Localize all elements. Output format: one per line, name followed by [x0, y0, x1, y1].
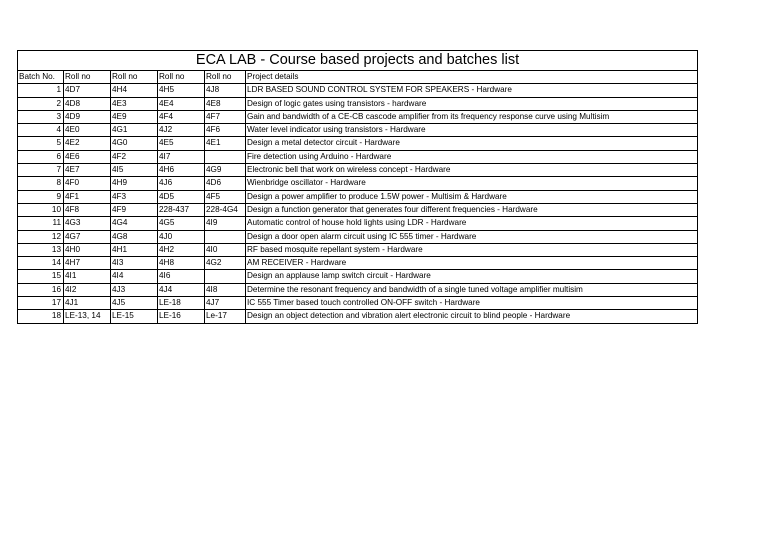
- table-row: [18, 270, 698, 283]
- batch-number-cell: 13: [18, 243, 64, 256]
- roll-no-cell: 4F3: [111, 190, 158, 203]
- batch-number-cell: 10: [18, 203, 64, 216]
- table-row: [18, 97, 698, 110]
- roll-no-cell: 4I4: [111, 270, 158, 283]
- roll-no-cell: 4E0: [64, 124, 111, 137]
- roll-no-cell: 4H6: [158, 164, 205, 177]
- roll-no-cell: 4E4: [158, 97, 205, 110]
- roll-no-cell: 228-437: [158, 203, 205, 216]
- table-row: [18, 190, 698, 203]
- project-details-cell: Design a door open alarm circuit using IC 555 timer - Hardware: [246, 230, 698, 243]
- header-roll-no: Roll no: [64, 71, 111, 84]
- roll-no-cell: 4I5: [111, 164, 158, 177]
- roll-no-cell: 4D5: [158, 190, 205, 203]
- roll-no-cell: Le-17: [205, 310, 246, 323]
- batch-number-cell: 16: [18, 283, 64, 296]
- table-row: [18, 164, 698, 177]
- header-roll-no: Roll no: [205, 71, 246, 84]
- roll-no-cell: 4H2: [158, 243, 205, 256]
- roll-no-cell: 4G9: [205, 164, 246, 177]
- table-row: [18, 230, 698, 243]
- roll-no-cell: 4J7: [205, 297, 246, 310]
- batch-number-cell: 4: [18, 124, 64, 137]
- roll-no-cell: 4F8: [64, 203, 111, 216]
- batch-number-cell: 2: [18, 97, 64, 110]
- project-details-cell: Design of logic gates using transistors - hardware: [246, 97, 698, 110]
- project-details-cell: Design an object detection and vibration alert electronic circuit to blind people - Hardware: [246, 310, 698, 323]
- roll-no-cell: 4J3: [111, 283, 158, 296]
- table-row: [18, 310, 698, 323]
- project-details-cell: Automatic control of house hold lights using LDR - Hardware: [246, 217, 698, 230]
- roll-no-cell: 4D7: [64, 84, 111, 97]
- roll-no-cell: 4I2: [64, 283, 111, 296]
- batch-number-cell: 15: [18, 270, 64, 283]
- roll-no-cell: 4G3: [64, 217, 111, 230]
- roll-no-cell: 4J8: [205, 84, 246, 97]
- roll-no-cell: 4J5: [111, 297, 158, 310]
- roll-no-cell: 4G4: [111, 217, 158, 230]
- roll-no-cell: 4F7: [205, 110, 246, 123]
- project-details-cell: Determine the resonant frequency and bandwidth of a single tuned voltage amplifier multisim: [246, 283, 698, 296]
- roll-no-cell: 4D8: [64, 97, 111, 110]
- table-row: [18, 110, 698, 123]
- roll-no-cell: 4I6: [158, 270, 205, 283]
- roll-no-cell: 4I8: [205, 283, 246, 296]
- table-row: [18, 283, 698, 296]
- project-details-cell: RF based mosquite repellant system - Hardware: [246, 243, 698, 256]
- batch-number-cell: 14: [18, 257, 64, 270]
- roll-no-cell: 4E6: [64, 150, 111, 163]
- roll-no-cell: 4G5: [158, 217, 205, 230]
- roll-no-cell: 4J2: [158, 124, 205, 137]
- roll-no-cell: [205, 270, 246, 283]
- batch-number-cell: 5: [18, 137, 64, 150]
- roll-no-cell: 4H9: [111, 177, 158, 190]
- roll-no-cell: [205, 150, 246, 163]
- roll-no-cell: 4G1: [111, 124, 158, 137]
- project-details-cell: Design a function generator that generates four different frequencies - Hardware: [246, 203, 698, 216]
- batch-number-cell: 7: [18, 164, 64, 177]
- table-row: [18, 84, 698, 97]
- roll-no-cell: 4E3: [111, 97, 158, 110]
- roll-no-cell: 4H5: [158, 84, 205, 97]
- roll-no-cell: LE-13, 14: [64, 310, 111, 323]
- project-details-cell: Water level indicator using transistors - Hardware: [246, 124, 698, 137]
- header-project-details: Project details: [246, 71, 698, 84]
- roll-no-cell: 4H0: [64, 243, 111, 256]
- batch-number-cell: 9: [18, 190, 64, 203]
- batch-number-cell: 12: [18, 230, 64, 243]
- roll-no-cell: 4H7: [64, 257, 111, 270]
- project-details-cell: Fire detection using Arduino - Hardware: [246, 150, 698, 163]
- roll-no-cell: 4H1: [111, 243, 158, 256]
- roll-no-cell: 4F2: [111, 150, 158, 163]
- roll-no-cell: 4D9: [64, 110, 111, 123]
- roll-no-cell: LE-16: [158, 310, 205, 323]
- header-roll-no: Roll no: [111, 71, 158, 84]
- roll-no-cell: 4I3: [111, 257, 158, 270]
- roll-no-cell: 4F1: [64, 190, 111, 203]
- table-row: [18, 177, 698, 190]
- roll-no-cell: 4I0: [205, 243, 246, 256]
- roll-no-cell: 4H4: [111, 84, 158, 97]
- table-row: [18, 150, 698, 163]
- table-row: [18, 257, 698, 270]
- project-details-cell: Design a metal detector circuit - Hardware: [246, 137, 698, 150]
- table-row: [18, 217, 698, 230]
- roll-no-cell: 4F4: [158, 110, 205, 123]
- roll-no-cell: 4G2: [205, 257, 246, 270]
- project-details-cell: AM RECEIVER - Hardware: [246, 257, 698, 270]
- roll-no-cell: 4D6: [205, 177, 246, 190]
- sheet-title: ECA LAB - Course based projects and batches list: [18, 51, 698, 71]
- roll-no-cell: 4E1: [205, 137, 246, 150]
- table-row: [18, 297, 698, 310]
- roll-no-cell: 4F0: [64, 177, 111, 190]
- project-details-cell: Gain and bandwidth of a CE-CB cascode amplifier from its frequency response curve using Multisim: [246, 110, 698, 123]
- header-row: [18, 71, 698, 84]
- roll-no-cell: 4F5: [205, 190, 246, 203]
- batch-number-cell: 11: [18, 217, 64, 230]
- header-batch-no: Batch No.: [18, 71, 64, 84]
- roll-no-cell: 4J6: [158, 177, 205, 190]
- project-details-cell: Design a power amplifier to produce 1.5W power - Multisim & Hardware: [246, 190, 698, 203]
- header-roll-no: Roll no: [158, 71, 205, 84]
- batches-table: [17, 50, 698, 324]
- batch-number-cell: 8: [18, 177, 64, 190]
- project-details-cell: Wienbridge oscillator - Hardware: [246, 177, 698, 190]
- roll-no-cell: 4G8: [111, 230, 158, 243]
- batch-number-cell: 6: [18, 150, 64, 163]
- table-row: [18, 203, 698, 216]
- roll-no-cell: 228-4G4: [205, 203, 246, 216]
- roll-no-cell: 4F6: [205, 124, 246, 137]
- roll-no-cell: 4G7: [64, 230, 111, 243]
- spreadsheet: [17, 50, 697, 324]
- batch-number-cell: 3: [18, 110, 64, 123]
- roll-no-cell: 4G0: [111, 137, 158, 150]
- roll-no-cell: 4E9: [111, 110, 158, 123]
- roll-no-cell: 4J1: [64, 297, 111, 310]
- roll-no-cell: 4I9: [205, 217, 246, 230]
- roll-no-cell: 4J0: [158, 230, 205, 243]
- project-details-cell: LDR BASED SOUND CONTROL SYSTEM FOR SPEAKERS - Hardware: [246, 84, 698, 97]
- roll-no-cell: 4J4: [158, 283, 205, 296]
- batch-number-cell: 1: [18, 84, 64, 97]
- roll-no-cell: LE-15: [111, 310, 158, 323]
- table-row: [18, 124, 698, 137]
- roll-no-cell: LE-18: [158, 297, 205, 310]
- roll-no-cell: 4E5: [158, 137, 205, 150]
- roll-no-cell: 4I7: [158, 150, 205, 163]
- roll-no-cell: [205, 230, 246, 243]
- batch-number-cell: 17: [18, 297, 64, 310]
- roll-no-cell: 4E8: [205, 97, 246, 110]
- table-row: [18, 137, 698, 150]
- title-row: [18, 51, 698, 71]
- project-details-cell: Electronic bell that work on wireless concept - Hardware: [246, 164, 698, 177]
- roll-no-cell: 4F9: [111, 203, 158, 216]
- project-details-cell: IC 555 Timer based touch controlled ON-OFF switch - Hardware: [246, 297, 698, 310]
- batch-number-cell: 18: [18, 310, 64, 323]
- roll-no-cell: 4H8: [158, 257, 205, 270]
- roll-no-cell: 4E2: [64, 137, 111, 150]
- project-details-cell: Design an applause lamp switch circuit - Hardware: [246, 270, 698, 283]
- roll-no-cell: 4I1: [64, 270, 111, 283]
- roll-no-cell: 4E7: [64, 164, 111, 177]
- table-row: [18, 243, 698, 256]
